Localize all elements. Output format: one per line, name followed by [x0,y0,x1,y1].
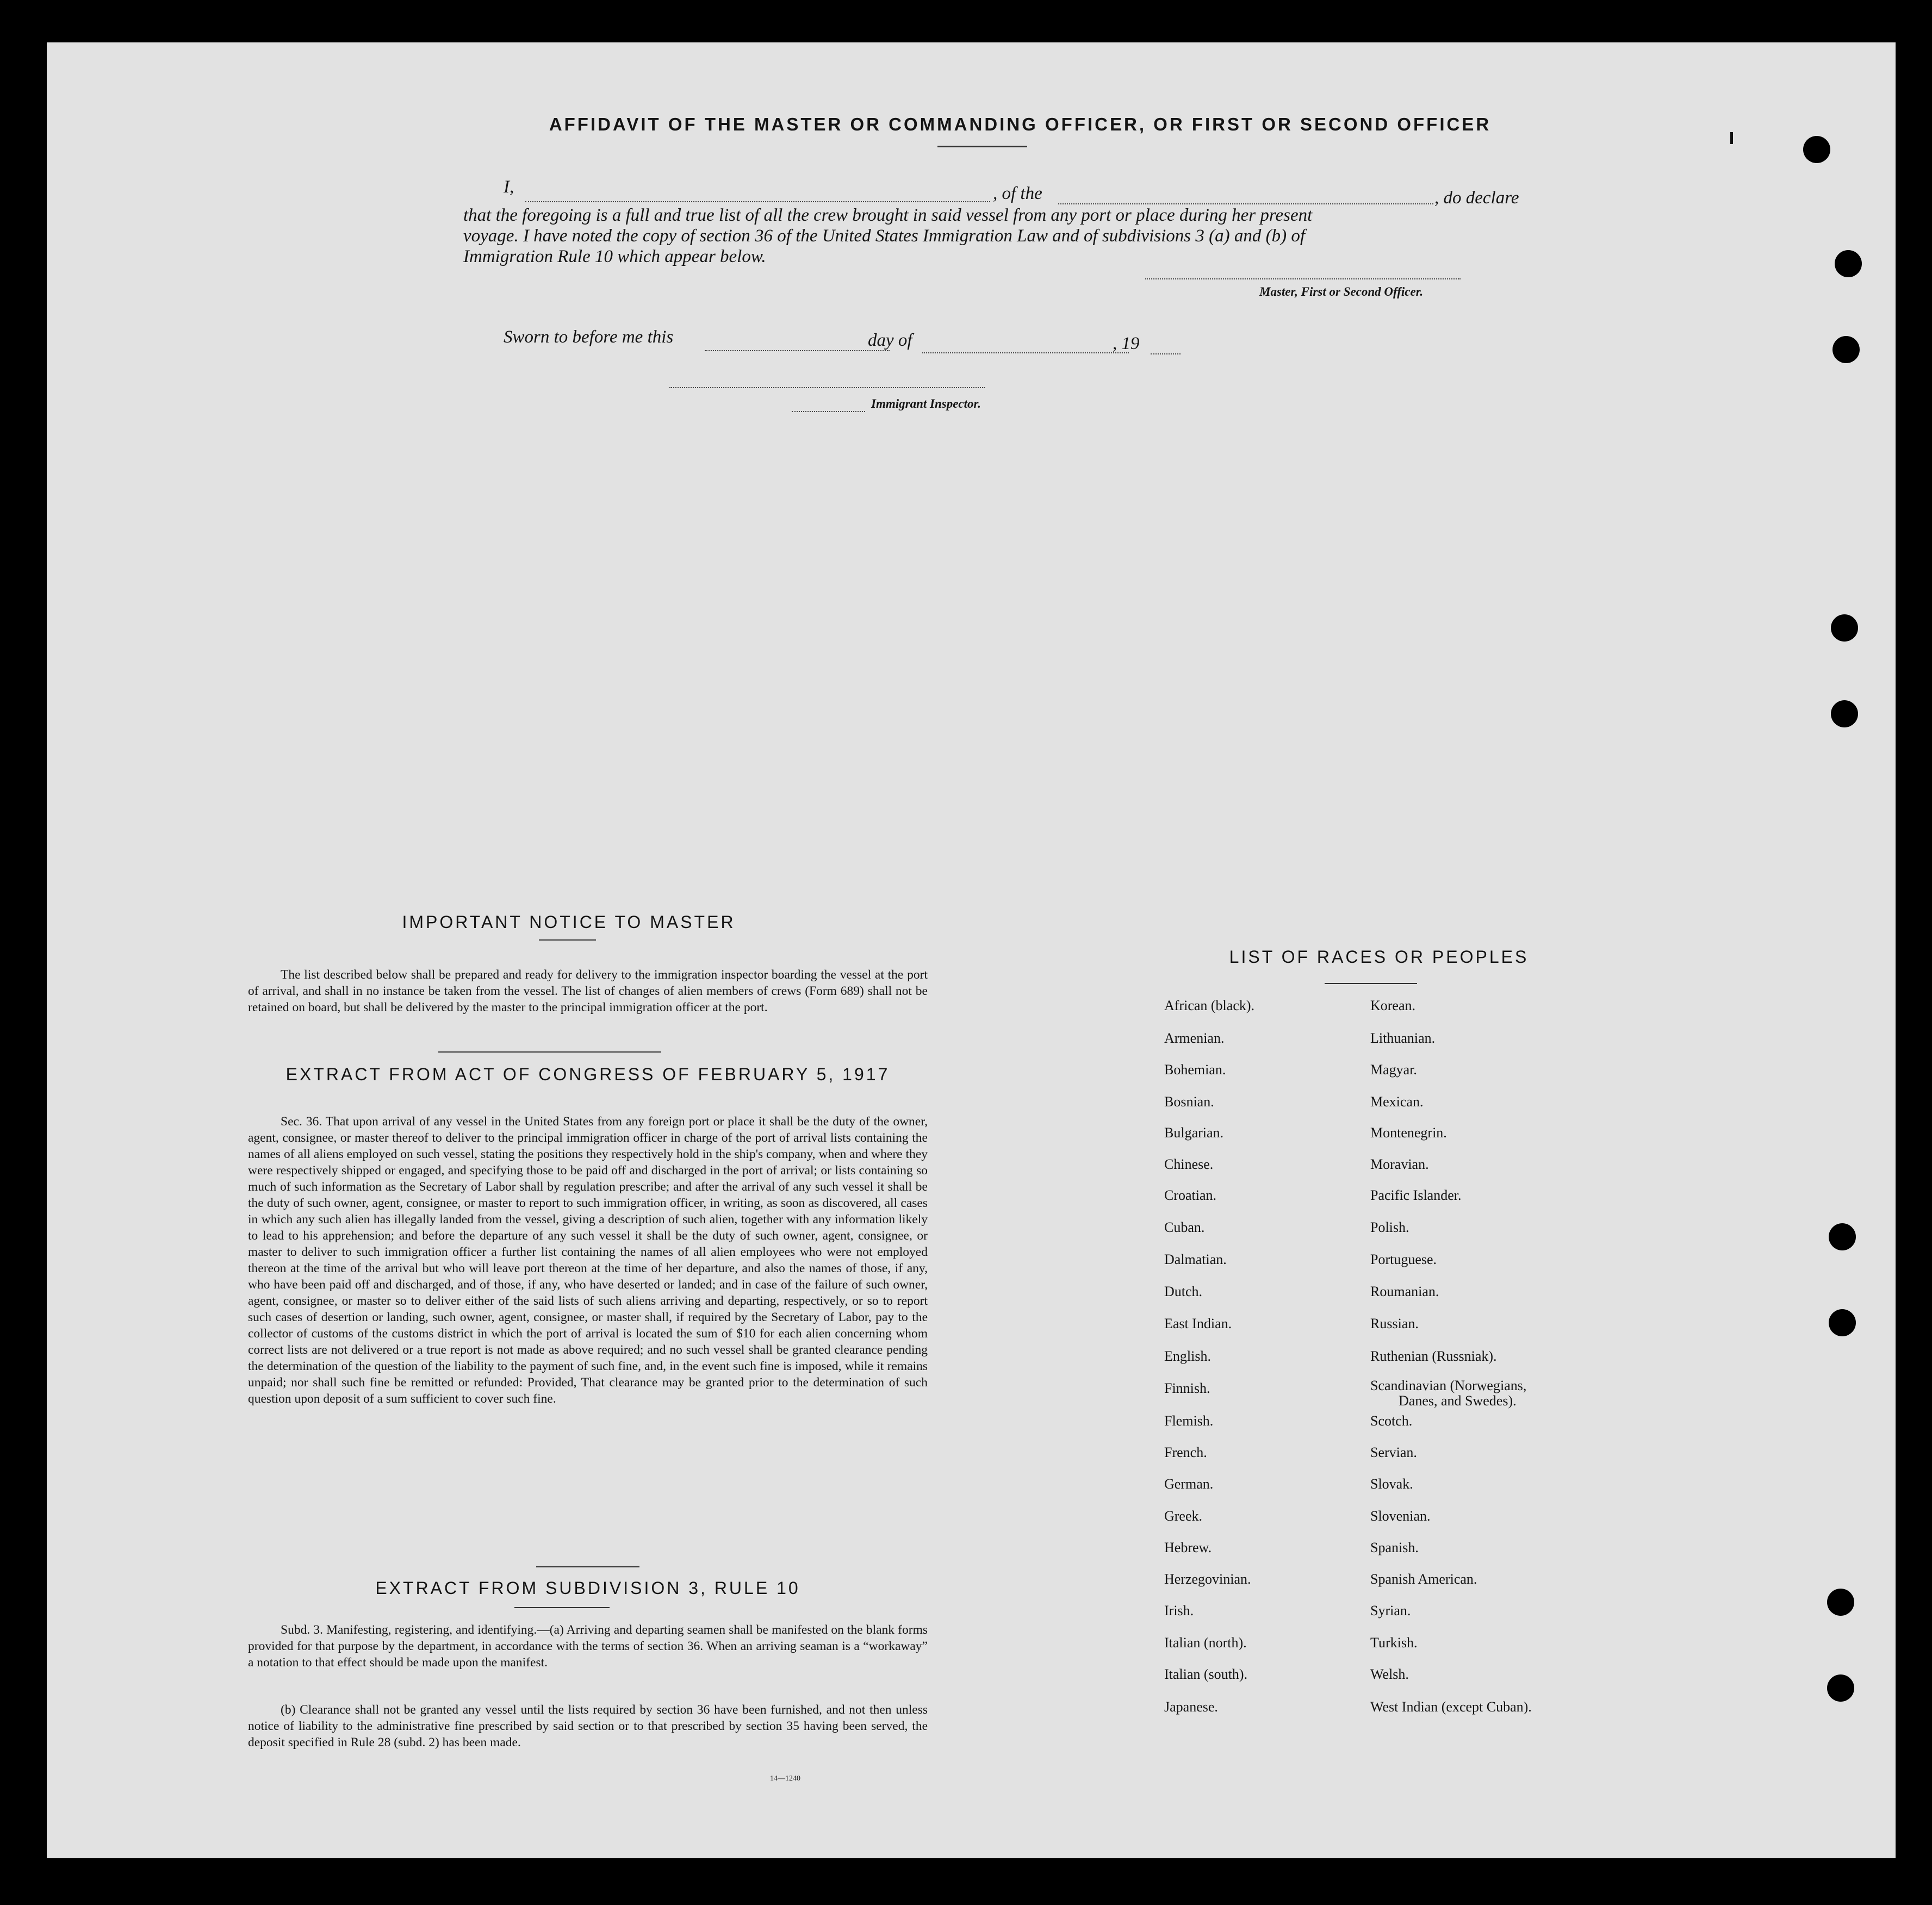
punch-hole [1832,336,1860,363]
race-right-item: Ruthenian (Russniak). [1370,1348,1497,1364]
race-right-item-continued: Danes, and Swedes). [1399,1393,1517,1409]
race-right-item: Welsh. [1370,1666,1409,1682]
race-right-item: Spanish American. [1370,1571,1477,1587]
affidavit-i: I, [504,177,514,197]
race-left-item: Italian (north). [1164,1635,1247,1651]
race-right-item: Montenegrin. [1370,1125,1447,1141]
inspector-lead-dots [792,411,865,412]
race-left-item: African (black). [1164,998,1255,1013]
affidavit-body-line-3: voyage. I have noted the copy of section 36 of the United States Immigration Law and of subdivisions 3 (a) and (b) of [463,226,1306,246]
race-left-item: Finnish. [1164,1380,1210,1396]
year-blank [1151,353,1181,354]
race-right-item: Magyar. [1370,1062,1417,1078]
race-left-item: Bohemian. [1164,1062,1226,1078]
race-right-item: Lithuanian. [1370,1030,1436,1046]
race-left-item: Bosnian. [1164,1094,1214,1110]
affidavit-body-line-2: that the foregoing is a full and true list of all the crew brought in said vessel from any port or place during her present [463,206,1313,225]
race-left-item: Flemish. [1164,1413,1214,1429]
race-right-item: Mexican. [1370,1094,1424,1110]
race-right-item: Scotch. [1370,1413,1413,1429]
races-title: LIST OF RACES OR PEOPLES [1229,947,1529,967]
race-left-item: Croatian. [1164,1187,1217,1203]
race-left-item: Irish. [1164,1603,1194,1618]
act-divider [536,1566,639,1567]
race-right-item: Polish. [1370,1219,1409,1235]
punch-hole [1803,136,1830,163]
race-left-item: Chinese. [1164,1156,1214,1172]
race-left-item: French. [1164,1445,1207,1460]
notice-text: The list described below shall be prepared and ready for delivery to the immigration inspector boarding the vessel at the port of arrival, and shall in no instance be taken from the vessel. The list of changes of alien members of crews (Form 689) shall not be retained on board, but shall be delivered by the master to the principal immigration officer at the port. [248,968,928,1014]
punch-hole [1835,250,1862,277]
races-title-rule [1325,983,1417,984]
act-extract-title: EXTRACT FROM ACT OF CONGRESS OF FEBRUARY 5, 1917 [285,1064,890,1084]
act-extract-text: Sec. 36. That upon arrival of any vessel in the United States from any foreign port or place it shall be the duty of the owner, agent, consignee, or master thereof to deliver to the principal immigration officer in charge of the port of arrival lists containing the names of all aliens employed on such vessel, stating the positions they respectively hold in the ship's company, when and where they were respectively shipped or engaged, and specifying those to be paid off and discharged in the port of arrival; or lists containing so much of such information as the Secretary of Labor shall by regulation prescribe; and after the arrival of any such vessel it shall be the duty of such owner, agent, consignee, or master to report to such immigration officer, in writing, as soon as discovered, all cases in which any such alien has illegally landed from the vessel, giving a description of such alien, together with any information likely to lead to his apprehension; and before the departure of any such vessel it shall be the duty of such owner, agent, consignee, or master to deliver to such immigration officer a further list containing the names of all alien employees who were not employed thereon at the time of the arrival but who will leave port thereon at the time of her departure, and also the names of those, if any, who have been paid off and discharged, and of those, if any, who have deserted or landed; and in case of the failure of such owner, agent, consignee, or master so to deliver either of the said lists of such aliens arriving and departing, respectively, or so to report such cases of desertion or landing, such owner, agent, consignee, or master shall, if required by the Secretary of Labor, pay to the collector of customs of the customs district in which the port of arrival is located the sum of $10 for each alien concerning whom correct lists are not delivered or a true report is not made as above required; and no such vessel shall be granted clearance pending the determination of the question of the liability to the payment of such fine, and, in the event such fine is imposed, while it remains unpaid; nor shall such fine be remitted or refunded: Provided, That clearance may be granted prior to the determination of such question upon deposit of a sum sufficient to cover such fine. [248,1115,928,1406]
race-left-item: Japanese. [1164,1699,1218,1715]
day-of-label: day of [868,331,912,350]
rule-extract-title: EXTRACT FROM SUBDIVISION 3, RULE 10 [375,1578,800,1598]
punch-hole [1827,1589,1854,1616]
race-right-item: Slovenian. [1370,1508,1431,1524]
inspector-line [669,387,985,388]
notice-title: IMPORTANT NOTICE TO MASTER [402,912,736,932]
form-page [47,42,1896,1858]
race-left-item: Dalmatian. [1164,1252,1227,1267]
sworn-day-blank [705,350,890,351]
race-right-item: Slovak. [1370,1476,1413,1492]
affidavit-of-the: , of the [993,184,1042,203]
race-right-item: Syrian. [1370,1603,1411,1618]
signature-line [1145,278,1461,279]
race-right-item: Pacific Islander. [1370,1187,1462,1203]
race-left-item: Hebrew. [1164,1540,1212,1555]
signature-label: Master, First or Second Officer. [1259,285,1424,298]
race-right-item: Russian. [1370,1316,1419,1331]
form-number: 14—1240 [770,1775,800,1783]
race-right-item: Moravian. [1370,1156,1429,1172]
affidavit-title: AFFIDAVIT OF THE MASTER OR COMMANDING OFFICER, OR FIRST OR SECOND OFFICER [549,114,1492,134]
race-left-item: Greek. [1164,1508,1203,1524]
affidavit-declare: , do declare [1434,188,1519,208]
rule-title-rule [514,1607,610,1608]
punch-hole [1827,1674,1854,1702]
race-left-item: Herzegovinian. [1164,1571,1251,1587]
ink-mark [1730,132,1733,144]
notice-title-rule [539,939,596,941]
race-right-item: Scandinavian (Norwegians, [1370,1378,1527,1393]
race-right-item: Turkish. [1370,1635,1418,1651]
race-left-item: German. [1164,1476,1214,1492]
race-left-item: East Indian. [1164,1316,1232,1331]
affidavit-body-line-4: Immigration Rule 10 which appear below. [463,247,766,266]
title-rule [937,146,1027,147]
race-left-item: English. [1164,1348,1211,1364]
race-left-item: Bulgarian. [1164,1125,1224,1141]
race-right-item: West Indian (except Cuban). [1370,1699,1532,1715]
race-left-item: Cuban. [1164,1219,1205,1235]
race-right-item: Portuguese. [1370,1252,1437,1267]
punch-hole [1831,614,1858,642]
race-left-item: Dutch. [1164,1284,1203,1299]
year-prefix: , 19 [1113,334,1140,353]
name-blank [525,201,990,202]
notice-divider [438,1051,661,1053]
sworn-month-blank [922,352,1129,353]
race-right-item: Spanish. [1370,1540,1419,1555]
punch-hole [1831,700,1858,727]
punch-hole [1829,1309,1856,1336]
race-left-item: Armenian. [1164,1030,1225,1046]
race-right-item: Korean. [1370,998,1416,1013]
race-right-item: Servian. [1370,1445,1417,1460]
rule-extract-text-a: Subd. 3. Manifesting, registering, and identifying.—(a) Arriving and departing seamen shall be manifested on the blank forms provided for that purpose by the department, in accordance with the terms of section 36. When an arriving seaman is a “workaway” a notation to that effect should be made upon the manifest. [248,1623,928,1670]
punch-hole [1829,1223,1856,1250]
rule-extract-text-b: (b) Clearance shall not be granted any vessel until the lists required by section 36 have been furnished, and not then unless notice of liability to the administrative fine prescribed by said section or to that prescribed by section 35 having been served, the deposit specified in Rule 28 (subd. 2) has been made. [248,1703,928,1750]
race-left-item: Italian (south). [1164,1666,1248,1682]
inspector-label: Immigrant Inspector. [871,397,981,410]
sworn-text: Sworn to before me this [504,327,674,347]
race-right-item: Roumanian. [1370,1284,1439,1299]
